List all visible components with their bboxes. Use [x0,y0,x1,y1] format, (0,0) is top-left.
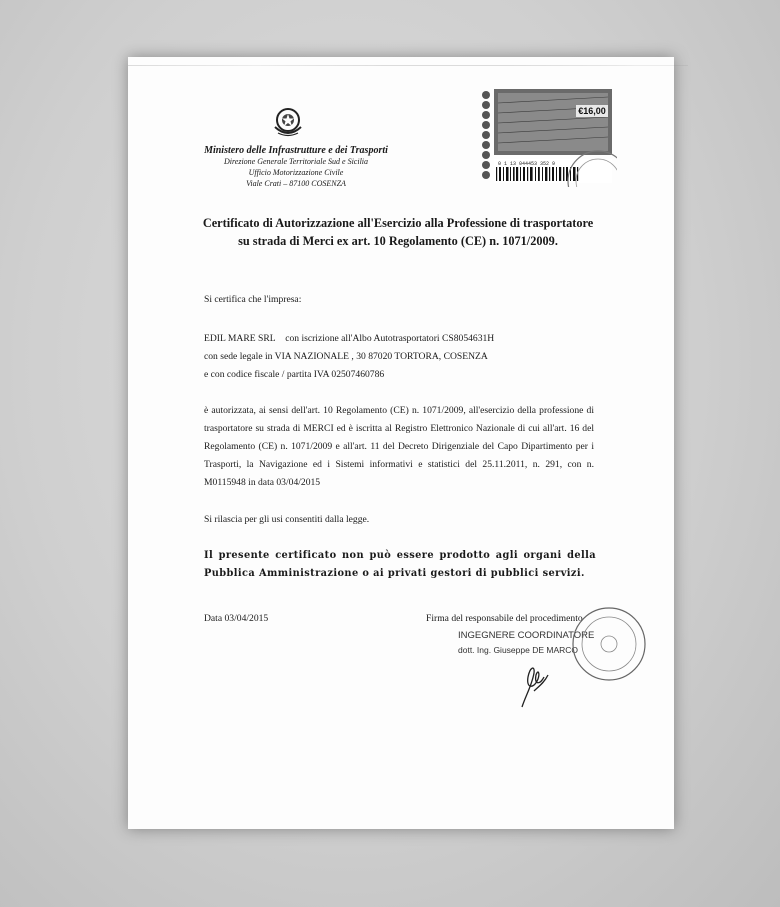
authorization-paragraph: è autorizzata, ai sensi dell'art. 10 Regolamento (CE) n. 1071/2009, all'esercizio della professione di trasportatore su strada di MERCI ed è iscritta al Registro Elettronico Nazionale di cui all'art. 16 del Regolamento (CE) n. 1071/2009 e all'art. 11 del Decreto Dirigenziale del Capo Dipartimento per i Trasporti, la Navigazione ed i Sistemi informativi e statistici del 25.11.2011, n. 291, con n. M0115948 in data 03/04/2015 [204,405,594,488]
stamp-amount: €16,00 [578,106,606,116]
signer-role: INGEGNERE COORDINATORE [458,630,595,641]
issue-date: Data 03/04/2015 [204,613,269,624]
company-seat: con sede legale in VIA NAZIONALE , 30 87020 TORTORA, COSENZA [204,351,488,362]
direction-name: Direzione Generale Territoriale Sud e Sicilia [223,157,369,166]
company-registration: con iscrizione all'Albo Autotrasportatori CS8054631H [285,333,495,344]
certificate-page [128,57,674,829]
scan-line [128,65,688,66]
revenue-stamp [480,83,617,187]
company-name: EDIL MARE SRL [204,333,276,344]
ministry-header [180,145,412,189]
official-seal-icon [570,605,648,683]
intro-text: Si certifica che l'impresa: [204,294,302,305]
title-line-2: su strada di Merci ex art. 10 Regolamento (CE) n. 1071/2009. [238,234,558,248]
stamp-barcode-number: 0 1 13 044453 352 9 [498,161,556,167]
signer-name: dott. Ing. Giuseppe DE MARCO [458,645,578,655]
handwritten-signature [504,655,564,709]
ministry-name: Ministero delle Infrastrutture e dei Trasporti [204,145,388,156]
office-name: Ufficio Motorizzazione Civile [248,168,344,177]
certificate-title [188,214,608,250]
notice-text: Il presente certificato non può essere prodotto agli organi della Pubblica Amministrazione o ai privati gestori di pubblici servizi. [204,550,596,579]
company-details [204,330,494,384]
usage-text: Si rilascia per gli usi consentiti dalla legge. [204,514,370,525]
office-address: Viale Crati – 87100 COSENZA [246,179,346,188]
company-fiscal-code: e con codice fiscale / partita IVA 02507460786 [204,369,385,380]
italian-republic-emblem-icon [270,105,306,139]
signature-label: Firma del responsabile del procedimento [426,613,583,624]
title-line-1: Certificato di Autorizzazione all'Esercizio alla Professione di trasportatore [202,216,594,230]
